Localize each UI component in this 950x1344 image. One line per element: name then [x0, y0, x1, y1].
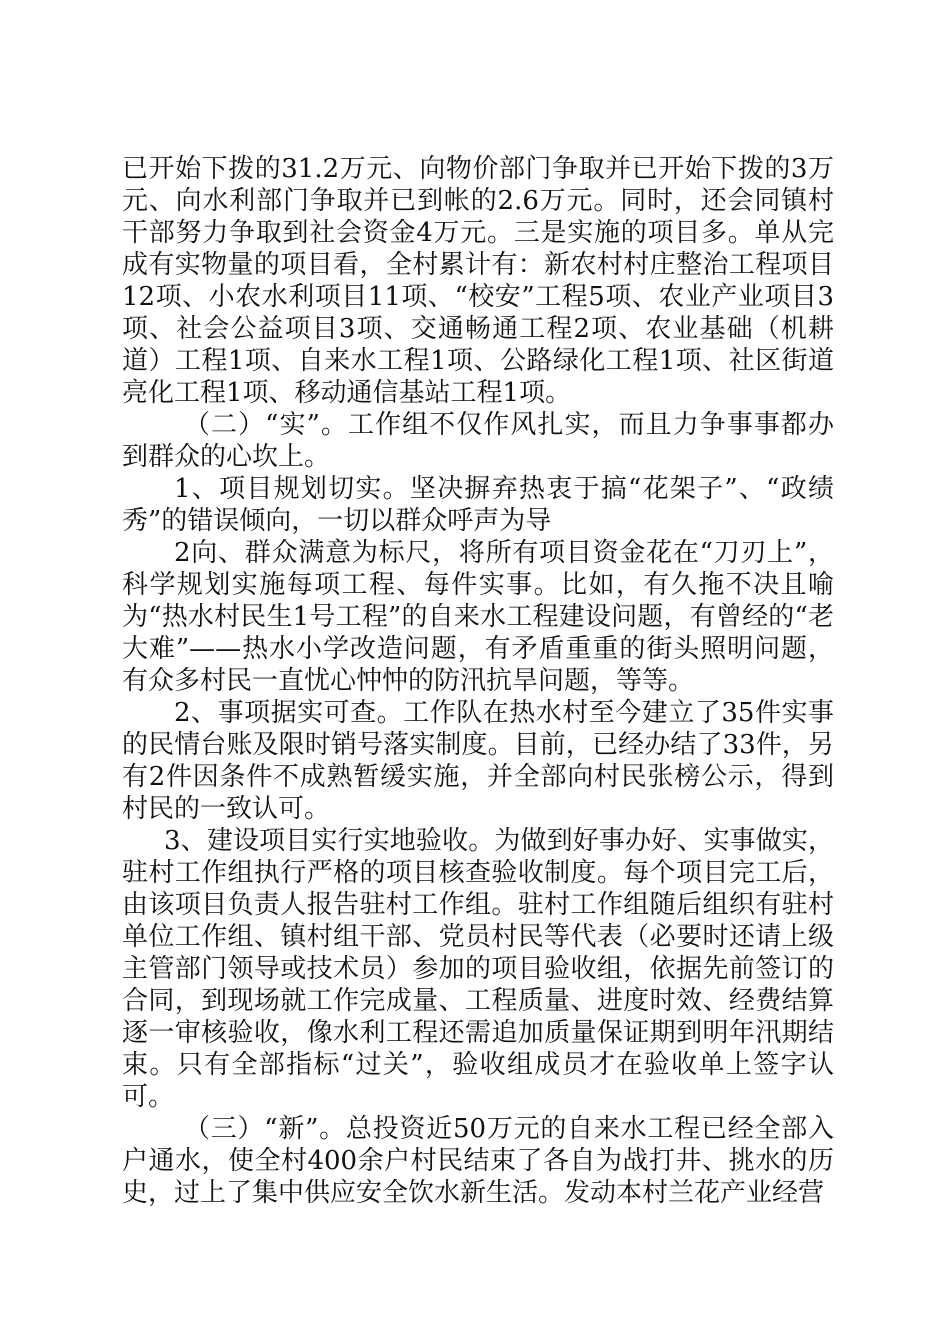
- paragraph-item-3-acceptance: 3、建设项目实行实地验收。为做到好事办好、实事做实，驻村工作组执行严格的项目核查验收制度。每个项目完工后，由该项目负责人报告驻村工作组。驻村工作组随后组织有驻村单位工作组、镇村组干部、党员村民等代表（必要时还请上级主管部门领导或技术员）参加的项目验收组，依据先前签订的合同，到现场就工作完成量、工程质量、进度时效、经费结算逐一审核验收，像水利工程还需追加质量保证期到明年汛期结束。只有全部指标“过关”，验收组成员才在验收单上签字认可。: [122, 826, 834, 1112]
- paragraph-item-2-verification: 2、事项据实可查。工作队在热水村至今建立了35件实事的民情台账及限时销号落实制度。目前，已经办结了33件，另有2件因条件不成熟暂缓实施，并全部向村民张榜公示，得到村民的一致认可。: [122, 698, 834, 824]
- paragraph-item-1-continued: 2向、群众满意为标尺，将所有项目资金花在“刀刃上”，科学规划实施每项工程、每件实事。比如，有久拖不决且喻为“热水村民生1号工程”的自来水工程建设问题，有曾经的“老大难”——热水小学改造问题，有矛盾重重的街头照明问题，有众多村民一直忧心忡忡的防汛抗旱问题，等等。: [122, 538, 834, 696]
- document-body: [122, 153, 834, 1209]
- paragraph-section-2-heading: （二）“实”。工作组不仅作风扎实，而且力争事事都办到群众的心坎上。: [122, 410, 834, 472]
- paragraph-item-1-planning: 1、项目规划切实。坚决摒弃热衷于搞“花架子”、“政绩秀”的错误倾向，一切以群众呼声为导: [122, 474, 834, 536]
- paragraph-funding-projects: 已开始下拨的31.2万元、向物价部门争取并已开始下拨的3万元、向水利部门争取并已到帐的2.6万元。同时，还会同镇村干部努力争取到社会资金4万元。三是实施的项目多。单从完成有实物量的项目看，全村累计有：新农村村庄整治工程项目12项、小农水利项目11项、“校安”工程5项、农业产业项目3项、社会公益项目3项、交通畅通工程2项、农业基础（机耕道）工程1项、自来水工程1项、公路绿化工程1项、社区街道亮化工程1项、移动通信基站工程1项。: [122, 154, 834, 408]
- paragraph-section-3-heading: （三）“新”。总投资近50万元的自来水工程已经全部入户通水，使全村400余户村民结束了各自为战打井、挑水的历史，过上了集中供应安全饮水新生活。发动本村兰花产业经营: [122, 1114, 834, 1208]
